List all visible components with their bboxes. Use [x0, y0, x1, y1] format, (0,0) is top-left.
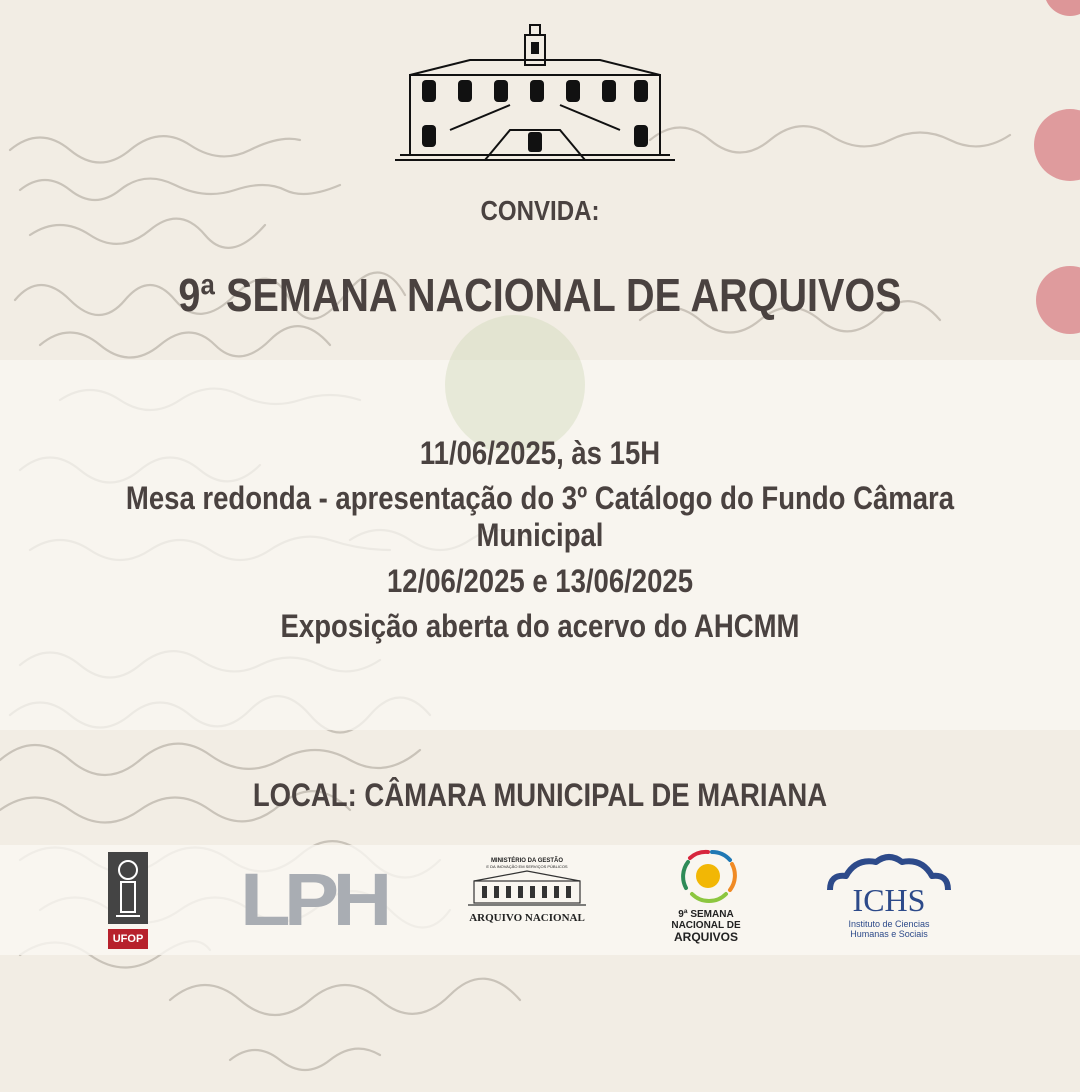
wax-seal-icon [1025, 262, 1080, 342]
lph-logo [240, 858, 386, 941]
semana-line1: 9ª SEMANA [678, 909, 734, 920]
semana-line3: ARQUIVOS [673, 930, 738, 944]
arquivo-building-icon [462, 869, 592, 907]
arquivo-nacional-logo [462, 858, 592, 938]
page-title: 9ª SEMANA NACIONAL DE ARQUIVOS [178, 269, 902, 321]
semana-emblem-icon [668, 848, 744, 904]
ufop-logo [108, 852, 148, 944]
event-description: Mesa redonda - apresentação do 3º Catálogo do Fundo Câmara Municipal [125, 480, 955, 553]
ichs-logo [826, 850, 952, 950]
arquivo-name-label: ARQUIVO NACIONAL [469, 912, 585, 924]
invite-label: CONVIDA: [480, 195, 600, 226]
semana-arquivos-logo [668, 848, 744, 952]
event-date: 12/06/2025 e 13/06/2025 [386, 563, 694, 599]
arquivo-ministry-label: MINISTÉRIO DA GESTÃO [490, 858, 564, 864]
semana-line2: NACIONAL DE [671, 920, 741, 931]
ichs-line2: Humanas e Sociais [850, 929, 928, 939]
event-location: LOCAL: CÂMARA MUNICIPAL DE MARIANA [252, 777, 828, 813]
ufop-label: UFOP [108, 929, 148, 949]
lph-label: LPH [240, 858, 386, 941]
ichs-line1: Instituto de Ciencias [848, 919, 930, 929]
event-date: 11/06/2025, às 15H [419, 435, 661, 471]
wax-seal-icon [1025, 105, 1080, 185]
green-seal-icon [425, 300, 605, 450]
wax-seal-icon [1025, 0, 1080, 20]
arquivo-ministry-sublabel: E DA INOVAÇÃO EM SERVIÇOS PÚBLICOS [486, 864, 568, 869]
ufop-emblem-icon [108, 852, 148, 924]
event-description: Exposição aberta do acervo do AHCMM [280, 608, 800, 644]
building-illustration-icon [390, 20, 680, 170]
ichs-label: ICHS [852, 882, 926, 918]
